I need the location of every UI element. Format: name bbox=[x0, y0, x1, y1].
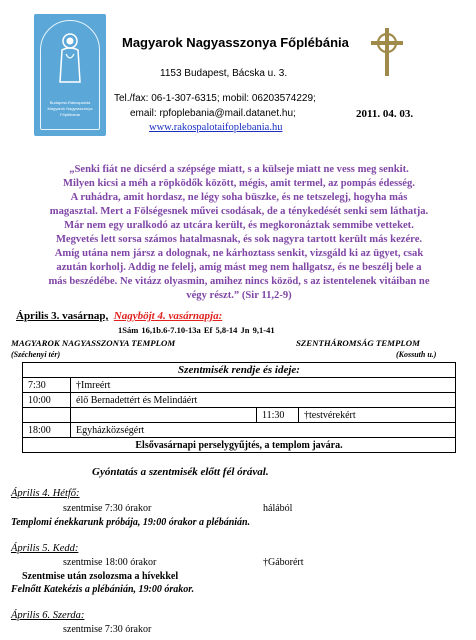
day-heading-monday: Április 4. Hétfő: bbox=[11, 488, 80, 499]
day-note: Felnőtt Katekézis a plébánián, 19:00 órakor. bbox=[11, 584, 195, 595]
issue-date: 2011. 04. 03. bbox=[356, 108, 414, 120]
readings: 1Sám 16,1b.6-7.10-13a Ef 5,8-14 Jn 9,1-41 bbox=[118, 325, 275, 335]
logo-caption-2: Magyarok Nagyasszonya bbox=[47, 106, 93, 111]
church-location-2: (Kossuth u.) bbox=[396, 350, 437, 359]
day-note: Szentmise után zsolozsma a hívekkel bbox=[22, 571, 179, 582]
scripture-quote: „Senki fiát ne dicsérd a szépsége miatt, s a külseje miatt ne vess meg senkit. Milyen kicsi a méh a röpködők között, mégis, amit termel, az pompás édesség. A ruhádra, amit hordasz, ne légy soha büszke, és ne tetszelegj, hogyha más magasztal. Mert a Fölségesnek művei csodásak, de a ténykedését senki sem láthatja. Már nem egy uralkodó az utcára került, és megkoronáztak semmibe vetteket. Megvetés lett sorsa számos hatalmasnak, és sok nagyra tartott került más kezére. Amíg utána nem jársz a dolognak, ne kárhoztass senkit, vizsgáld ki az ügyet, csak azután korholj. Addig ne felelj, amíg mást meg nem hallgatsz, és ne beszélj bele a más beszédébe. Ne vitázz olyasmin, amihez nincs közöd, s az istentelenek vitáiban ne végy részt.” (Sir 11,2-9) bbox=[48, 164, 430, 301]
parish-logo bbox=[34, 14, 106, 136]
phone: Tel./fax: 06-1-307-6315; mobil: 06203574229; bbox=[114, 93, 316, 104]
logo-caption-3: Főplébánia bbox=[60, 112, 80, 117]
church-location-1: (Széchenyi tér) bbox=[11, 350, 61, 359]
day-note: Templomi énekkarunk próbája, 19:00 órakor a plébánián. bbox=[11, 517, 251, 528]
table-row: 18:00 Egyházközségért bbox=[23, 423, 456, 438]
mass-time: szentmise 18:00 órakor bbox=[63, 557, 157, 568]
mass-schedule-table bbox=[22, 362, 456, 453]
church-name-1: MAGYAROK NAGYASSZONYA TEMPLOM bbox=[11, 338, 176, 348]
table-row: 11:30 †testvérekért bbox=[23, 408, 456, 423]
madonna-icon bbox=[56, 32, 84, 84]
mass-time: szentmise 7:30 órakor bbox=[63, 503, 152, 514]
mass-intent: hálából bbox=[263, 503, 293, 514]
logo-caption-1: Budapest-Rákospalota bbox=[49, 100, 91, 105]
table-row: 10:00 élő Bernadettért és Melindáért bbox=[23, 393, 456, 408]
address: 1153 Budapest, Bácska u. 3. bbox=[160, 68, 288, 79]
sunday-heading: Április 3. vasárnap, Nagyböjt 4. vasárnapja: bbox=[16, 310, 223, 322]
mass-intent: †Gáborért bbox=[263, 557, 304, 568]
table-row: 7:30 †Imreért bbox=[23, 378, 456, 393]
celtic-cross-icon bbox=[368, 26, 406, 78]
website-link[interactable]: www.rakospalotaifoplebania.hu bbox=[149, 122, 283, 133]
email: email: rpfoplebania@mail.datanet.hu; bbox=[130, 108, 296, 119]
church-name-2: SZENTHÁROMSÁG TEMPLOM bbox=[296, 338, 420, 348]
page-title: Magyarok Nagyasszonya Főplébánia bbox=[122, 35, 349, 50]
collection-note: Elsővasárnapi perselygyűjtés, a templom javára. bbox=[23, 438, 456, 453]
day-heading-tuesday: Április 5. Kedd: bbox=[11, 543, 79, 554]
table-heading: Szentmisék rendje és ideje: bbox=[23, 363, 456, 378]
mass-time: szentmise 7:30 órakor bbox=[63, 624, 152, 635]
confession-note: Gyóntatás a szentmisék előtt fél órával. bbox=[92, 466, 269, 478]
day-heading-wednesday: Április 6. Szerda: bbox=[11, 610, 85, 621]
